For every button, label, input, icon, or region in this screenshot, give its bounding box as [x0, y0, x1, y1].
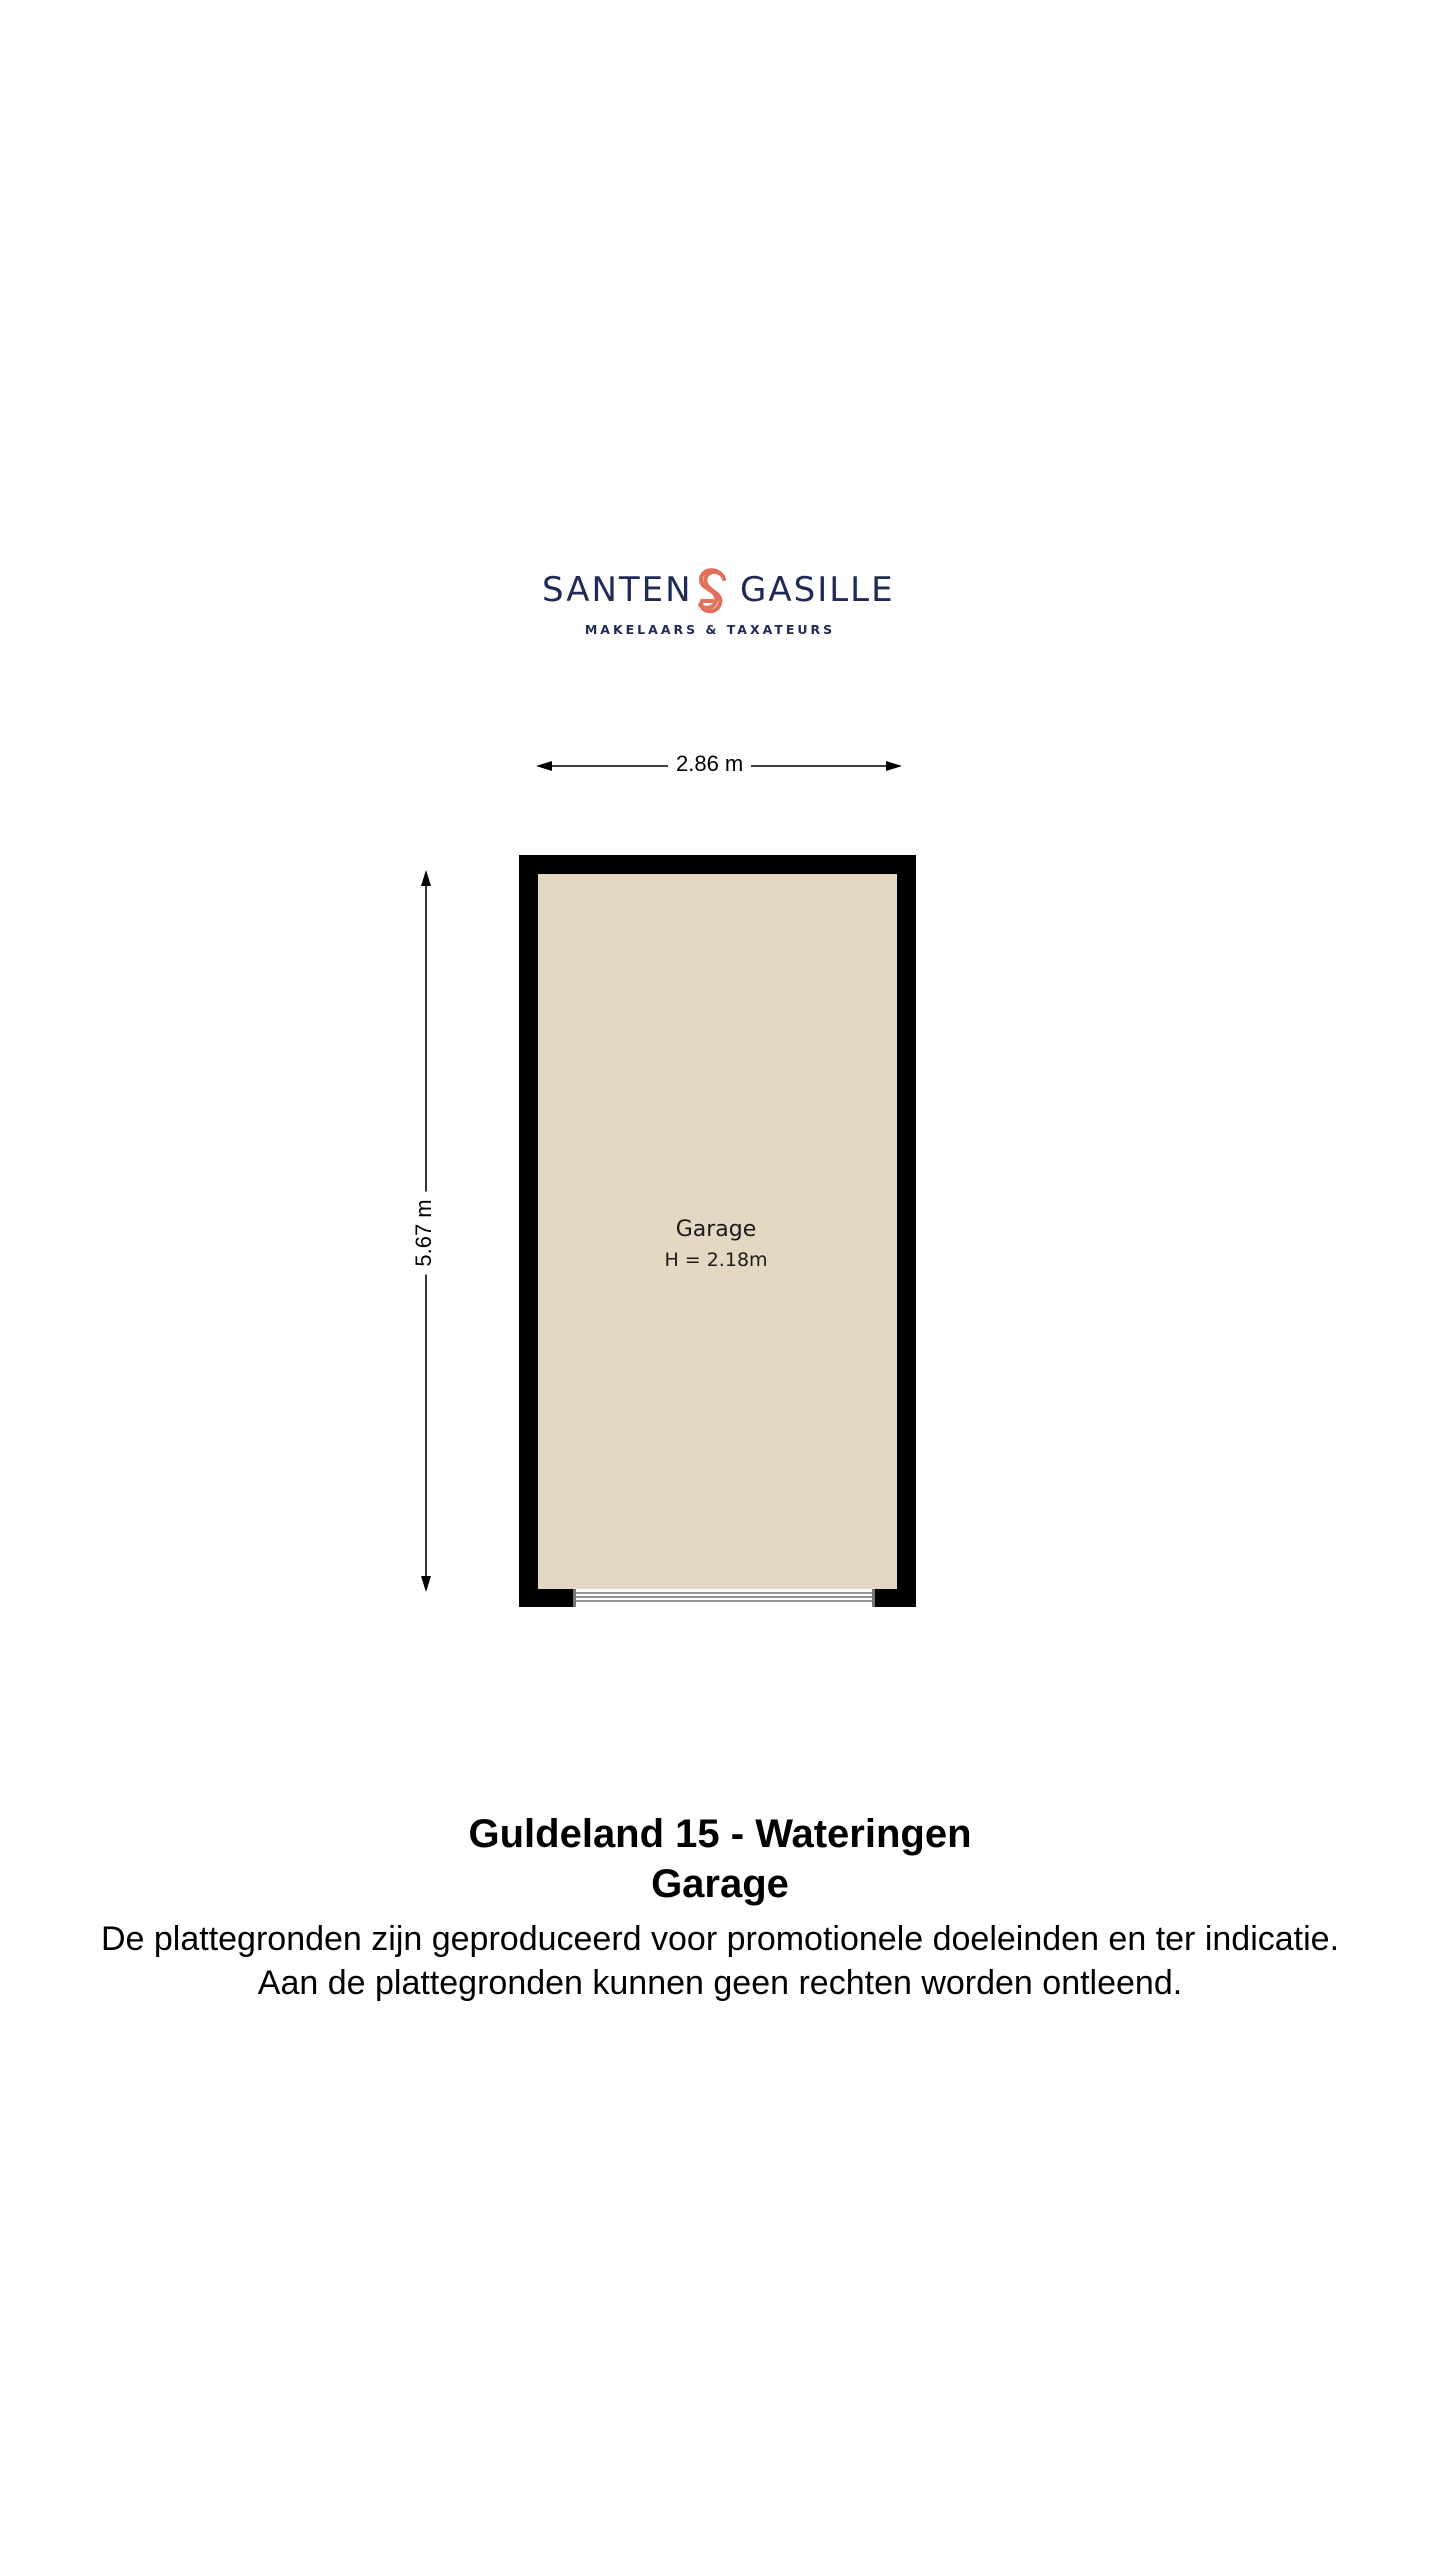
arrow-right-icon [886, 761, 902, 771]
brand-name-right: GASILLE [740, 570, 895, 610]
arrow-up-icon [421, 870, 431, 886]
floor-name: Garage [651, 1862, 789, 1906]
arrow-left-icon [536, 761, 552, 771]
brand-tagline: MAKELAARS & TAXATEURS [584, 622, 836, 637]
arrow-down-icon [421, 1576, 431, 1592]
disclaimer-line-2: Aan de plattegronden kunnen geen rechten worden ontleend. [257, 1964, 1183, 2002]
disclaimer-line-1: De plattegronden zijn geproduceerd voor promotionele doeleinden en ter indicatie. [100, 1920, 1340, 1958]
property-address: Guldeland 15 - Wateringen [468, 1812, 972, 1856]
width-dimension-label: 2.86 m [668, 753, 751, 775]
room-name: Garage [675, 1217, 757, 1242]
garage-door [573, 1589, 875, 1607]
depth-dimension-label: 5.67 m [413, 1191, 435, 1274]
room-height: H = 2.18m [664, 1249, 768, 1271]
brand-name-left: SANTEN [542, 570, 693, 610]
